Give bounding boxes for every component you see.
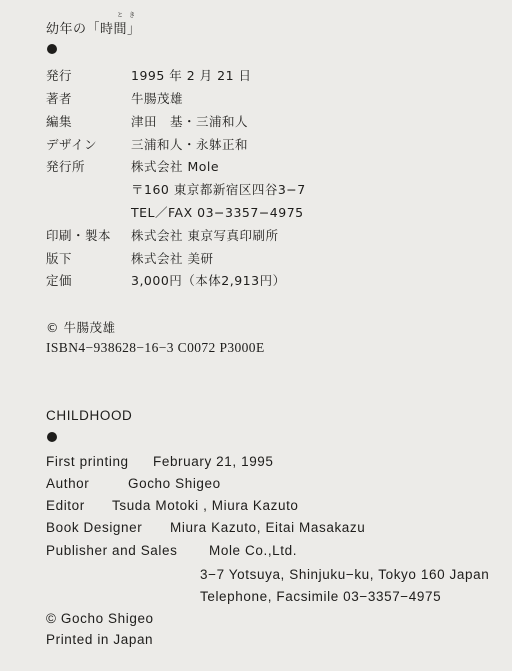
jp-label-design: デザイン [46,137,98,152]
jp-value-design: 三浦和人・永躰正和 [131,137,249,152]
en-value-editor: Tsuda Motoki , Miura Kazuto [112,498,299,513]
jp-value-plate: 株式会社 美研 [131,251,214,266]
jp-value-price: 3,000円（本体2,913円） [131,273,286,288]
en-bullet-dot [47,432,57,442]
jp-value-author: 牛腸茂雄 [131,91,184,106]
en-label-designer: Book Designer [46,520,143,535]
jp-title-text: 幼年の「時間」 [46,22,141,37]
en-value-designer: Miura Kazuto, Eitai Masakazu [170,520,366,535]
jp-title-ruby: とき [117,13,142,19]
en-printed-in: Printed in Japan [46,632,154,647]
jp-value-printing: 株式会社 東京写真印刷所 [131,228,279,243]
en-label-editor: Editor [46,498,85,513]
en-label-author: Author [46,476,90,491]
jp-label-editor: 編集 [46,114,73,129]
jp-value-publisher: 株式会社 Mole [131,159,220,174]
en-phone: Telephone, Facsimile 03−3357−4975 [200,589,442,604]
isbn: ISBN4−938628−16−3 C0072 P3000E [46,340,265,355]
jp-label-issued: 発行 [46,68,73,83]
en-title: CHILDHOOD [46,408,133,423]
en-copyright: © Gocho Shigeo [46,611,154,626]
jp-bullet-dot [47,44,57,54]
en-value-first-printing: February 21, 1995 [153,454,274,469]
jp-copyright: © 牛腸茂雄 [46,320,116,335]
jp-label-printing: 印刷・製本 [46,228,112,243]
en-value-author: Gocho Shigeo [128,476,221,491]
jp-value-editor: 津田 基・三浦和人 [131,114,249,129]
en-label-publisher: Publisher and Sales [46,543,178,558]
en-address: 3−7 Yotsuya, Shinjuku−ku, Tokyo 160 Japan [200,567,490,582]
en-label-first-printing: First printing [46,454,129,469]
jp-title [46,18,141,37]
en-value-publisher: Mole Co.,Ltd. [209,543,298,558]
jp-label-author: 著者 [46,91,73,106]
jp-label-price: 定価 [46,273,73,288]
jp-value-tel-fax: TEL／FAX 03−3357−4975 [131,205,304,220]
jp-label-publisher: 発行所 [46,159,86,174]
jp-label-plate: 版下 [46,251,73,266]
jp-value-postal-address: 〒160 東京都新宿区四谷3−7 [131,182,306,197]
jp-value-issued: 1995 年 2 月 21 日 [131,68,252,83]
